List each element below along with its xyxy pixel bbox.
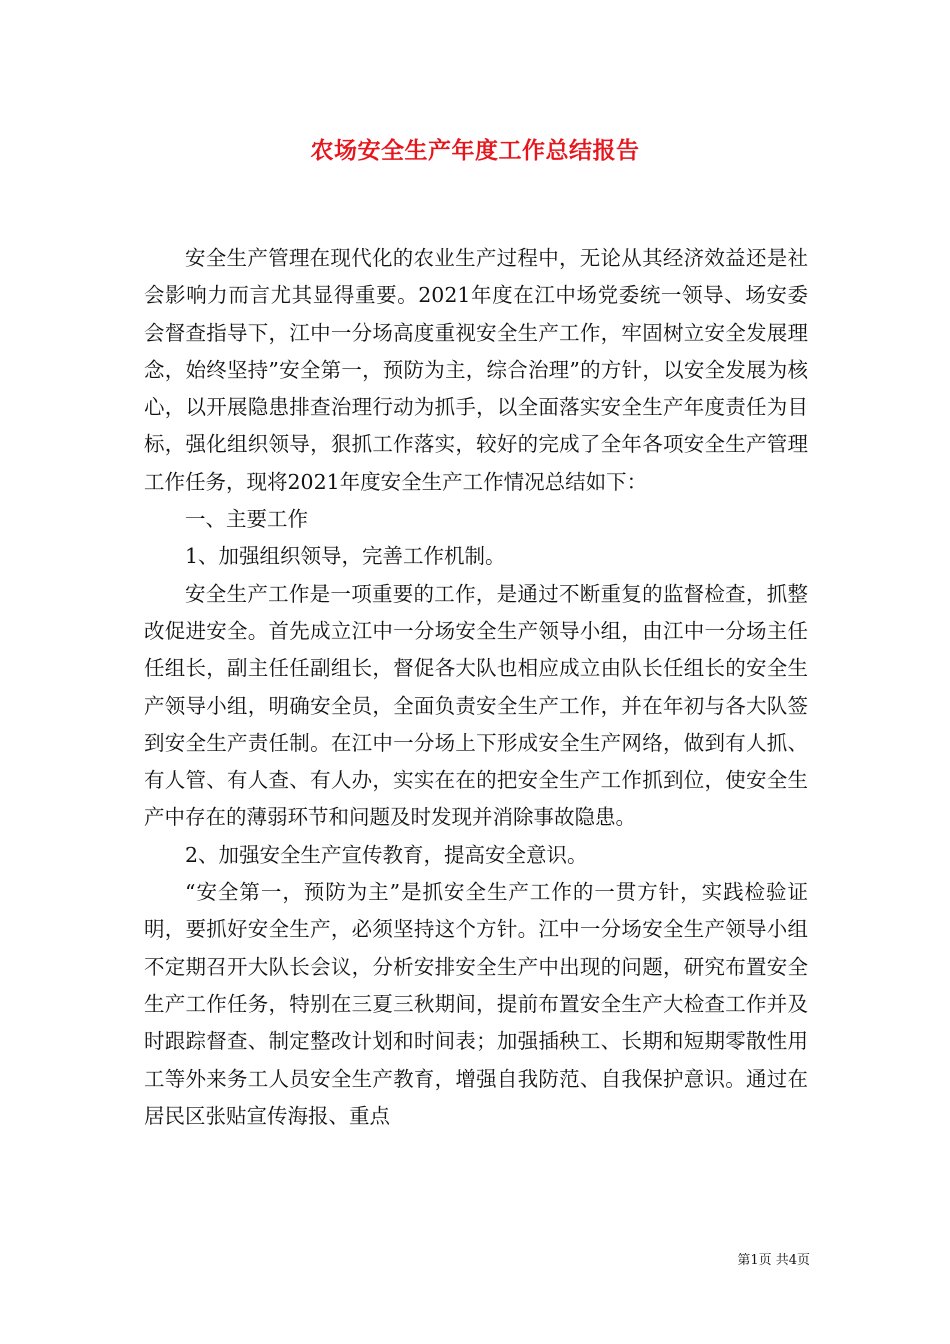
page-number-footer: 第1页 共4页 bbox=[737, 1253, 810, 1268]
paragraph-organization: 安全生产工作是一项重要的工作，是通过不断重复的监督检查，抓整改促进安全。首先成立江中一分场安全生产领导小组，由江中一分场主任任组长，副主任任副组长，督促各大队也相应成立由队长任组长的安全生产领导小组，明确安全员，全面负责安全生产工作，并在年初与各大队签到安全生产责任制。在江中一分场上下形成安全生产网络，做到有人抓、有人管、有人查、有人办，实实在在的把安全生产工作抓到位，使安全生产中存在的薄弱环节和问题及时发现并消除事故隐患。 bbox=[144, 581, 808, 830]
document-body bbox=[144, 240, 808, 1135]
subheading-organization: 1、加强组织领导，完善工作机制。 bbox=[185, 544, 506, 569]
section-heading-main-work: 一、主要工作 bbox=[185, 507, 308, 532]
document-title: 农场安全生产年度工作总结报告 bbox=[310, 137, 640, 164]
subheading-education: 2、加强安全生产宣传教育，提高安全意识。 bbox=[185, 842, 588, 867]
paragraph-intro: 安全生产管理在现代化的农业生产过程中，无论从其经济效益还是社会影响力而言尤其显得重要。2021年度在江中场党委统一领导、场安委会督查指导下，江中一分场高度重视安全生产工作，牢固树立安全发展理念，始终坚持”安全第一，预防为主，综合治理”的方针，以安全发展为核心，以开展隐患排查治理行动为抓手，以全面落实安全生产年度责任为目标，强化组织领导，狠抓工作落实，较好的完成了全年各项安全生产管理工作任务，现将2021年度安全生产工作情况总结如下： bbox=[144, 246, 808, 494]
paragraph-education: “安全第一，预防为主”是抓安全生产工作的一贯方针，实践检验证明，要抓好安全生产，必须坚持这个方针。江中一分场安全生产领导小组不定期召开大队长会议，分析安排安全生产中出现的问题，研究布置安全生产工作任务，特别在三夏三秋期间，提前布置安全生产大检查工作并及时跟踪督查、制定整改计划和时间表；加强插秧工、长期和短期零散性用工等外来务工人员安全生产教育，增强自我防范、自我保护意识。通过在居民区张贴宣传海报、重点 bbox=[144, 880, 808, 1128]
